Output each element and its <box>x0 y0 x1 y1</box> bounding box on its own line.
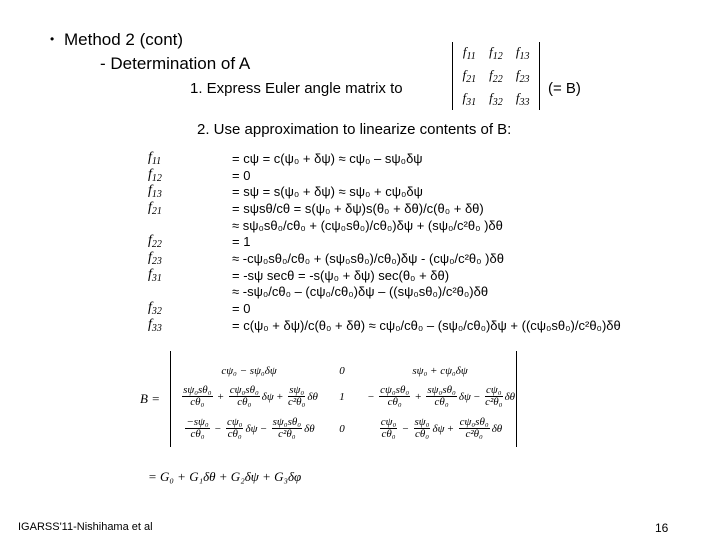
numerator: cψ₀sθ₀ <box>380 384 410 396</box>
fraction <box>288 385 305 408</box>
label-symbol: f <box>148 300 152 316</box>
footer-citation: IGARSS'11-Nishihama et al <box>18 521 153 533</box>
slide-title: Method 2 (cont) <box>64 30 184 49</box>
equation-label <box>148 300 232 317</box>
a-matrix-entry <box>516 44 530 62</box>
denominator: c²θ₀ <box>485 396 503 408</box>
entry-symbol: f <box>462 44 467 60</box>
operator: − <box>402 422 409 435</box>
slide-subtitle: - Determination of A <box>100 54 251 73</box>
entry-symbol: f <box>489 89 493 105</box>
equation-label <box>148 233 232 250</box>
numerator: cψ₀sθ₀ <box>229 384 259 396</box>
numerator: sψ₀sθ₀ <box>427 384 456 396</box>
entry-symbol: f <box>515 66 520 82</box>
a-matrix-entry <box>489 67 503 85</box>
step-1-suffix: (= B) <box>548 80 581 97</box>
label-subscript: 13 <box>151 189 162 201</box>
label-subscript: 11 <box>151 155 162 167</box>
operator: + <box>447 422 454 435</box>
denominator: c²θ₀ <box>465 428 483 440</box>
equation-text: = sψ = s(ψ₀ + δψ) ≈ sψ₀ + cψ₀δψ <box>232 184 423 200</box>
bullet: • <box>50 32 55 46</box>
denominator: cθ₀ <box>190 428 205 440</box>
equation-text: = cψ = c(ψ₀ + δψ) ≈ cψ₀ – sψ₀δψ <box>232 150 423 166</box>
denominator: cθ₀ <box>414 428 430 440</box>
fraction <box>485 385 503 408</box>
fraction <box>182 385 212 408</box>
numerator: cψ₀ <box>226 416 243 428</box>
term: 1 <box>339 390 345 403</box>
label-symbol: f <box>148 233 152 249</box>
term: cψ₀ − sψ₀δψ <box>221 365 277 377</box>
entry-symbol: f <box>462 89 467 105</box>
equation-text: = c(ψ₀ + δψ)/c(θ₀ + δθ) ≈ cψ₀/cθ₀ – (sψ₀/cθ₀)δψ + ((cψ₀sθ₀)/c²θ₀)δθ <box>232 317 621 333</box>
denominator: c²θ₀ <box>287 396 306 408</box>
a-matrix-entry <box>516 67 530 85</box>
equation-text: ≈ -cψ₀sθ₀/cθ₀ + (sψ₀sθ₀)/cθ₀)δψ - (cψ₀/c²θ₀ )δθ <box>232 250 504 266</box>
matrix-cell <box>324 391 360 403</box>
equation-label <box>148 267 232 284</box>
decomposition: = G₀ + G₁δθ + G₂δψ + G₃δφ <box>148 469 302 484</box>
matrix-cell <box>174 385 324 408</box>
entry-subscript: 12 <box>492 51 503 63</box>
equation-text: = sψsθ/cθ = s(ψ₀ + δψ)s(θ₀ + δθ)/c(θ₀ + δθ) <box>232 200 484 216</box>
numerator: cψ₀sθ₀ <box>459 416 489 428</box>
entry-subscript: 21 <box>466 73 477 85</box>
label-subscript: 33 <box>151 322 162 334</box>
term: δψ <box>458 390 471 403</box>
fraction <box>272 417 302 440</box>
numerator: cψ₀ <box>486 384 502 396</box>
equation-text: = 0 <box>232 167 251 183</box>
term: δθ <box>504 390 516 403</box>
entry-subscript: 31 <box>466 96 477 108</box>
matrix-row <box>174 365 520 377</box>
fraction <box>459 417 490 440</box>
label-subscript: 31 <box>151 272 162 284</box>
term: sψ₀ + cψ₀δψ <box>412 365 468 377</box>
equation-label <box>148 150 232 167</box>
entry-symbol: f <box>515 89 520 105</box>
step-1: 1. Express Euler angle matrix to <box>190 80 403 97</box>
term: 0 <box>339 422 345 435</box>
denominator: cθ₀ <box>381 428 396 440</box>
matrix-cell <box>174 417 324 440</box>
label-symbol: f <box>148 316 152 332</box>
entry-subscript: 22 <box>492 73 503 85</box>
term: δψ <box>261 390 274 403</box>
label-symbol: f <box>148 249 152 265</box>
operator: − <box>260 422 267 435</box>
entry-subscript: 32 <box>492 96 503 108</box>
entry-symbol: f <box>489 66 493 82</box>
matrix-cell <box>360 365 520 377</box>
entry-subscript: 13 <box>519 51 530 63</box>
label-symbol: f <box>148 166 152 182</box>
a-matrix-entry <box>489 44 503 62</box>
label-subscript: 23 <box>151 255 162 267</box>
fraction <box>185 417 209 440</box>
label-symbol: f <box>148 183 152 199</box>
fraction <box>226 417 244 440</box>
fraction <box>414 417 431 440</box>
equation-label <box>148 200 232 217</box>
equation-label <box>148 167 232 184</box>
a-matrix-entry <box>463 44 476 62</box>
denominator: cθ₀ <box>237 396 252 408</box>
numerator: −sψ₀ <box>186 416 209 428</box>
term: δψ <box>245 422 258 435</box>
operator: + <box>217 390 224 403</box>
denominator: c²θ₀ <box>278 428 296 440</box>
label-symbol: f <box>148 199 152 215</box>
matrix-row <box>174 417 520 440</box>
equation-label <box>148 250 232 267</box>
entry-symbol: f <box>462 66 467 82</box>
entry-symbol: f <box>515 44 520 60</box>
equation-text: = -sψ secθ = -s(ψ₀ + δψ) sec(θ₀ + δθ) <box>232 267 450 283</box>
a-matrix-entry <box>463 90 477 108</box>
matrix-cell <box>360 385 520 408</box>
b-matrix-lhs: B = <box>140 391 160 406</box>
label-subscript: 12 <box>151 172 162 184</box>
equation-list <box>148 150 621 334</box>
label-symbol: f <box>148 149 152 165</box>
matrix-cell <box>174 365 324 377</box>
term: δψ <box>432 422 445 435</box>
operator: + <box>276 390 283 403</box>
a-matrix-entry <box>463 67 477 85</box>
numerator: sψ₀sθ₀ <box>183 384 212 396</box>
numerator: sψ₀sθ₀ <box>272 416 302 428</box>
denominator: cθ₀ <box>190 396 205 408</box>
label-subscript: 32 <box>151 306 162 318</box>
a-matrix <box>452 42 540 110</box>
matrix-cell <box>360 417 520 440</box>
equation-label <box>148 317 232 334</box>
fraction <box>426 385 456 408</box>
equation-text: ≈ sψ₀sθ₀/cθ₀ + (cψ₀sθ₀)/cθ₀)δψ + (sψ₀/c²θ₀ )δθ <box>232 217 503 233</box>
page-number: 16 <box>655 521 669 535</box>
entry-subscript: 11 <box>466 51 476 63</box>
numerator: sψ₀ <box>414 416 430 428</box>
step-2: 2. Use approximation to linearize contents of B: <box>197 121 512 138</box>
denominator: cθ₀ <box>387 396 402 408</box>
entry-subscript: 33 <box>519 96 530 108</box>
equation-label <box>148 183 232 200</box>
operator: + <box>415 390 422 403</box>
numerator: cψ₀ <box>380 416 397 428</box>
operator: − <box>473 390 481 403</box>
operator: − <box>214 422 221 435</box>
a-matrix-entry <box>489 90 503 108</box>
fraction <box>379 385 410 408</box>
term: δθ <box>307 390 318 403</box>
numerator: sψ₀ <box>289 384 305 396</box>
denominator: cθ₀ <box>227 428 242 440</box>
operator: − <box>367 390 375 403</box>
term: δθ <box>304 422 315 435</box>
fraction <box>229 385 260 408</box>
equation-text: = 1 <box>232 234 251 250</box>
term: 0 <box>339 365 345 377</box>
label-subscript: 21 <box>151 205 162 217</box>
equation-text: = 0 <box>232 301 251 317</box>
matrix-cell <box>324 365 360 377</box>
equation-text: ≈ -sψ₀/cθ₀ – (cψ₀/cθ₀)δψ – ((sψ₀sθ₀)/c²θ₀)δθ <box>232 284 489 300</box>
denominator: cθ₀ <box>434 396 449 408</box>
matrix-cell <box>324 423 360 435</box>
fraction <box>380 417 398 440</box>
entry-symbol: f <box>489 44 493 60</box>
a-matrix-entry <box>516 90 530 108</box>
term: δθ <box>491 422 503 435</box>
matrix-row <box>174 385 520 408</box>
label-subscript: 22 <box>151 239 162 251</box>
entry-subscript: 23 <box>519 73 530 85</box>
label-symbol: f <box>148 266 152 282</box>
